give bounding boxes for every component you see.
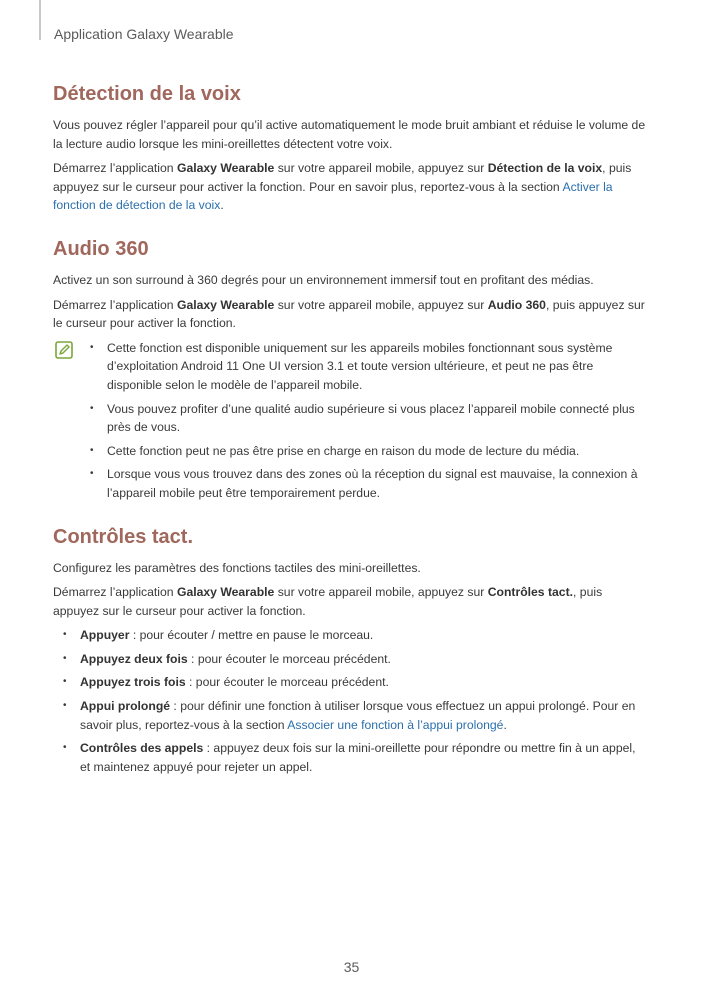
list-item (80, 697, 647, 734)
text: , puis appuyez sur le curseur pour activer la fonction. Pour en savoir plus, reportez-vous à la section (53, 161, 632, 194)
note-item: • Cette fonction est disponible uniquement sur les appareils mobiles fonctionnant sous système d’exploitation Android 11 One UI version 3.1 et toute version ultérieure, et peut ne pas être disponible selon le modèle de l’appareil mobile. (107, 339, 647, 395)
section-heading: Audio 360 (53, 237, 149, 260)
text: , puis appuyez sur le curseur pour activer la fonction. (53, 297, 645, 331)
section-voice-detection (53, 80, 647, 215)
text: Démarrez l’application (53, 585, 177, 600)
list-item (80, 673, 647, 692)
paragraph: Configurez les paramètres des fonctions tactiles des mini-oreillettes. (53, 560, 421, 575)
option-term: Appuyer (80, 628, 130, 643)
menu-item-name: Détection de la voix (487, 161, 603, 176)
list-item (80, 626, 647, 645)
menu-item-name: Audio 360 (487, 297, 546, 312)
option-term: Appuyez trois fois (80, 675, 186, 690)
option-desc: : appuyez deux fois sur la mini-oreillette pour répondre ou mettre fin à un appel, et maintenez appuyé pour rejeter un appel. (80, 741, 636, 774)
paragraph (53, 583, 647, 620)
option-term: Appuyez deux fois (80, 651, 188, 666)
note-list (53, 339, 647, 503)
link-activate-voice-detection[interactable]: Activer la fonction de détection de la voix (53, 179, 613, 213)
page-content (53, 80, 647, 796)
section-heading: Contrôles tact. (53, 525, 194, 548)
option-desc: : pour écouter le morceau précédent. (187, 651, 391, 666)
note-pencil-icon (55, 341, 73, 359)
option-desc: : pour écouter / mettre en pause le morceau. (129, 628, 374, 643)
text: sur votre appareil mobile, appuyez sur (274, 585, 488, 600)
page-number: 35 (343, 959, 360, 975)
paragraph (53, 296, 647, 333)
option-term: Contrôles des appels (80, 741, 204, 756)
option-desc: : pour définir une fonction à utiliser lorsque vous effectuez un appui prolongé. Pour en savoir plus, reportez-vous à la section (80, 699, 636, 732)
text: . (503, 717, 507, 732)
paragraph (53, 159, 647, 215)
text: , puis appuyez sur le curseur pour activer la fonction. (53, 585, 603, 618)
running-header: Application Galaxy Wearable (54, 26, 234, 42)
paragraph: Activez un son surround à 360 degrés pour un environnement immersif tout en profitant des médias. (53, 272, 594, 287)
menu-item-name: Contrôles tact. (487, 585, 574, 600)
note-item: • Cette fonction peut ne pas être prise en charge en raison du mode de lecture du média. (107, 442, 647, 461)
touch-options-list (53, 626, 647, 776)
option-desc: : pour écouter le morceau précédent. (185, 675, 389, 690)
text: Démarrez l’application (53, 161, 177, 176)
section-heading: Détection de la voix (53, 83, 241, 105)
text: sur votre appareil mobile, appuyez sur (274, 297, 488, 312)
text: sur votre appareil mobile, appuyez sur (274, 161, 488, 176)
note-item: • Lorsque vous vous trouvez dans des zones où la réception du signal est mauvaise, la connexion à l’appareil mobile peut être temporairement perdue. (107, 465, 647, 502)
list-item (80, 739, 647, 776)
option-term: Appui prolongé (80, 699, 171, 714)
section-audio-360 (53, 235, 647, 503)
note-box (53, 339, 647, 503)
app-name: Galaxy Wearable (176, 161, 275, 176)
header-rule (39, 0, 41, 40)
app-name: Galaxy Wearable (176, 297, 275, 312)
text: Démarrez l’application (53, 297, 177, 312)
list-item (80, 650, 647, 669)
section-touch-controls (53, 523, 647, 777)
link-assign-long-press[interactable]: Associer une fonction à l’appui prolongé (287, 717, 504, 732)
app-name: Galaxy Wearable (176, 585, 275, 600)
note-item: • Vous pouvez profiter d’une qualité audio supérieure si vous placez l’appareil mobile connecté plus près de vous. (107, 400, 647, 437)
text: . (220, 198, 224, 213)
paragraph: Vous pouvez régler l’appareil pour qu’il active automatiquement le mode bruit ambiant et réduise le volume de la lecture audio lorsque les mini-oreillettes détectent votre voix. (53, 118, 646, 151)
